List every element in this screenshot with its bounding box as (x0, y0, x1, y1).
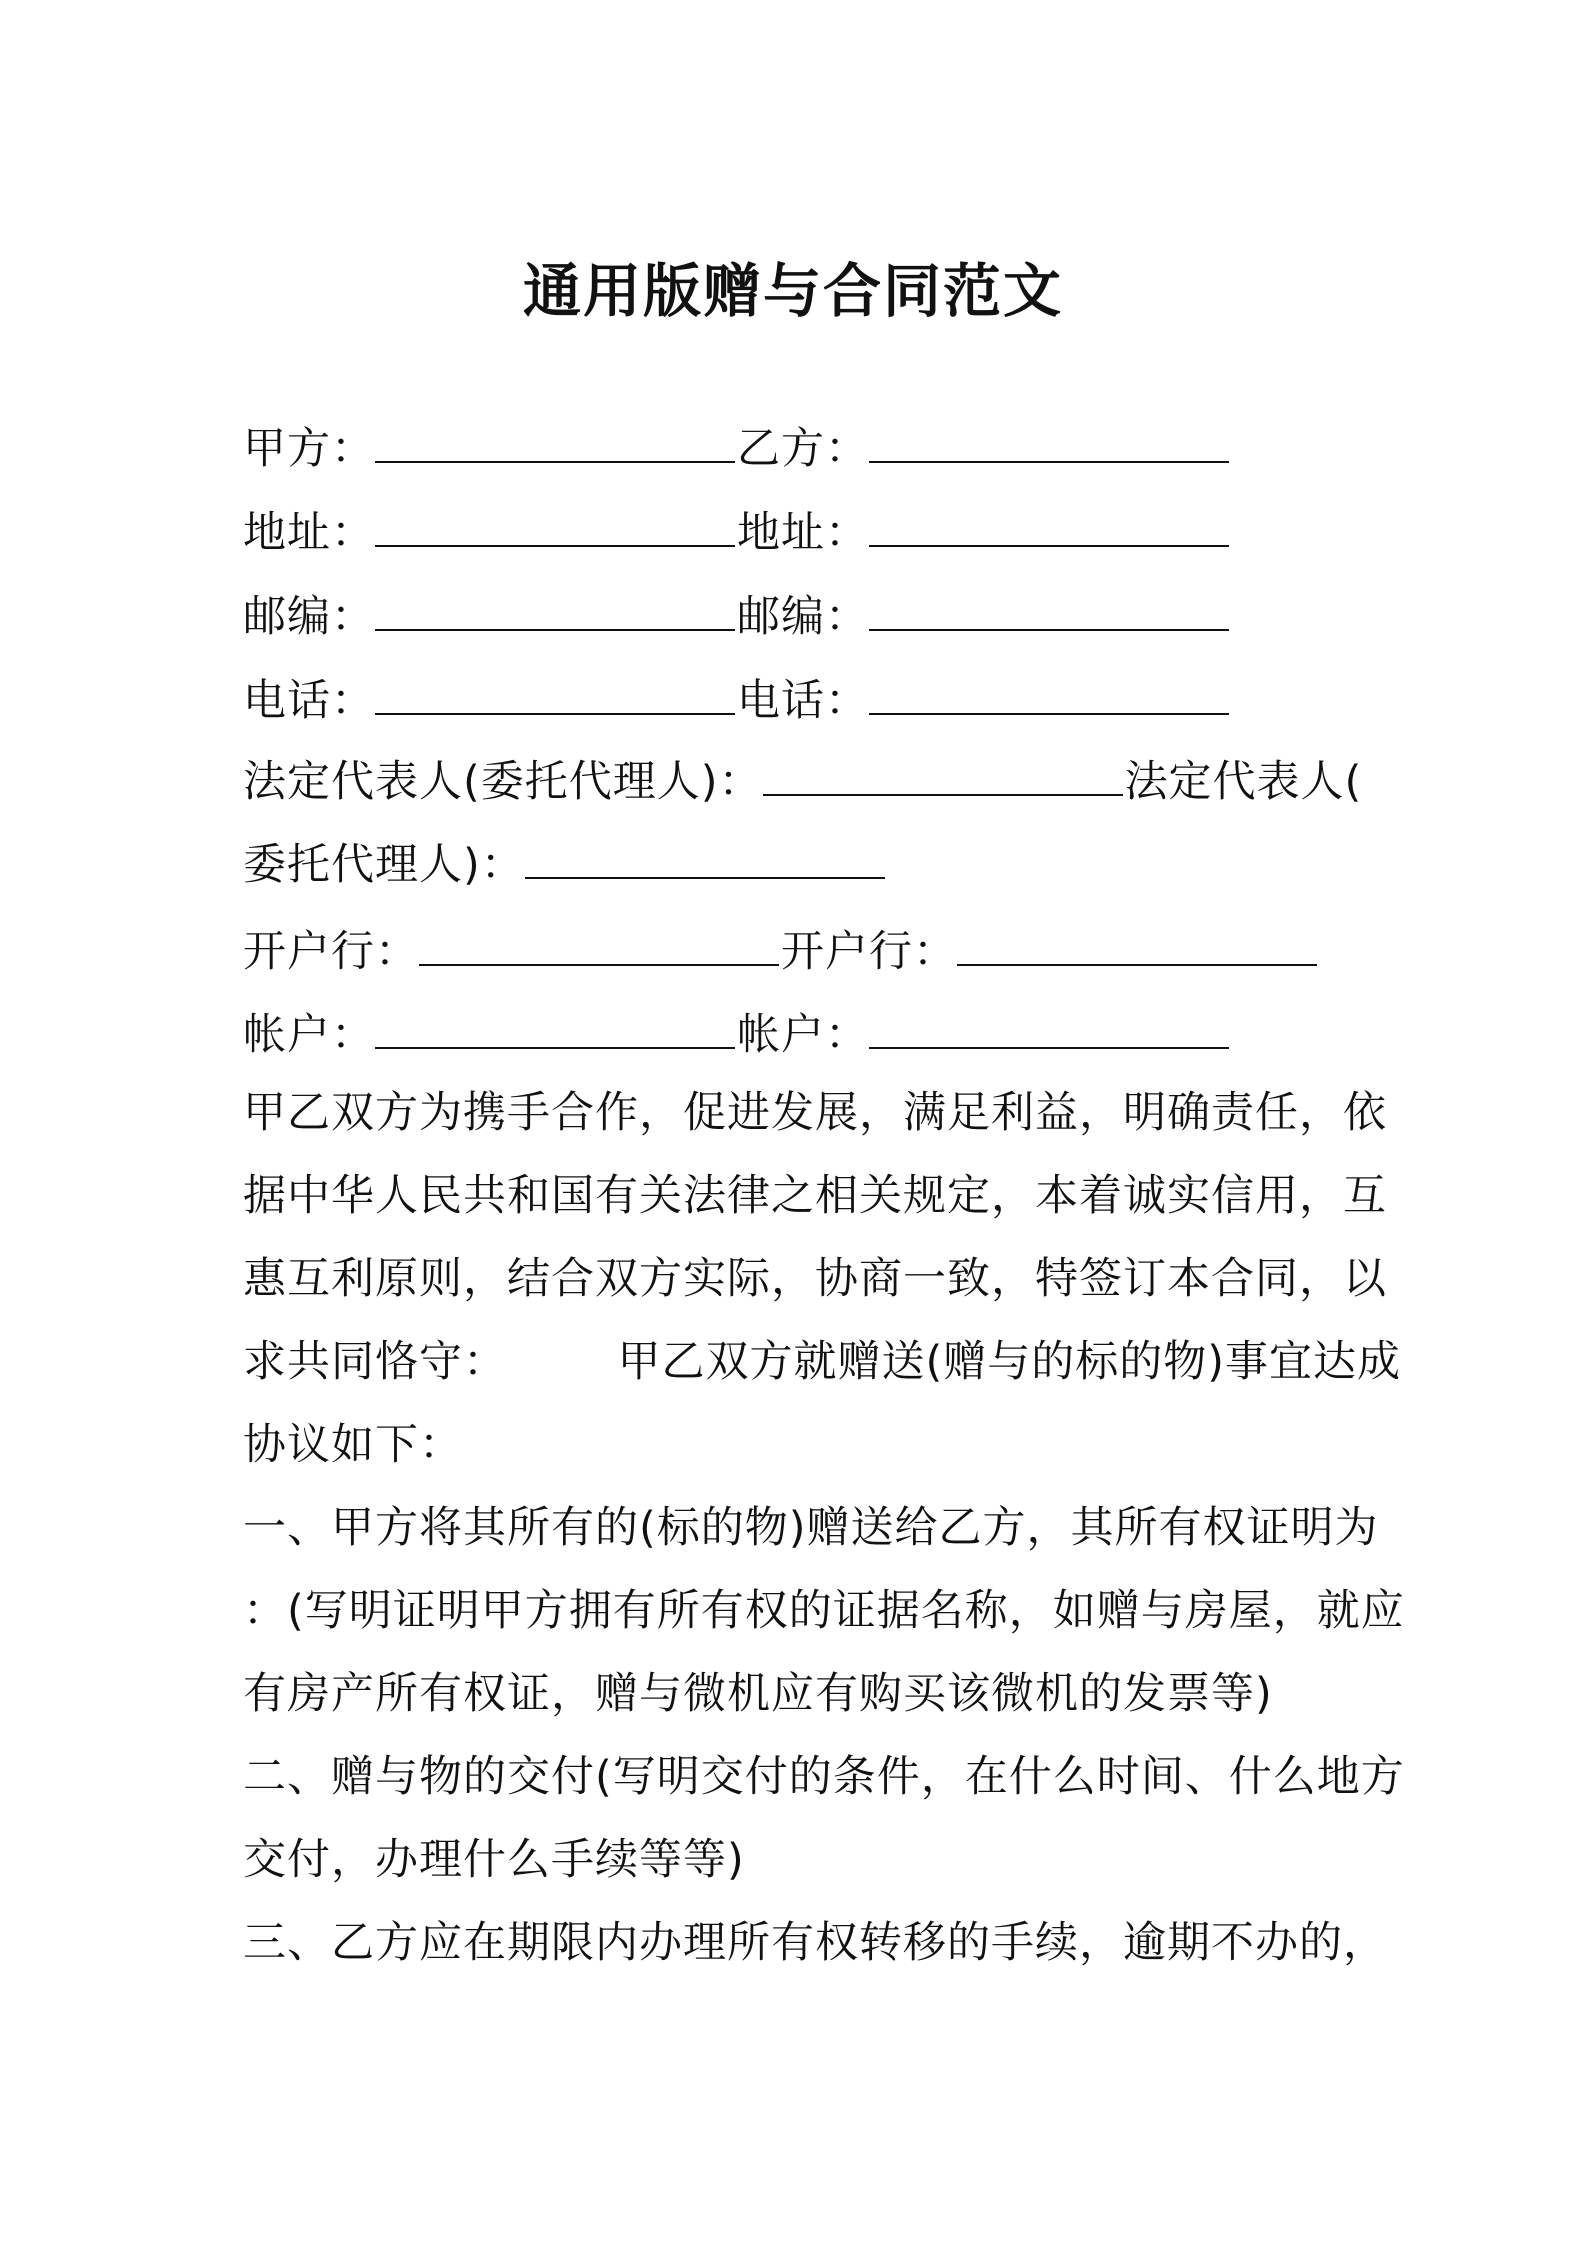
bank-a-label: 开户行： (243, 927, 419, 977)
address-a-blank (375, 505, 735, 547)
rep-a-blank (763, 754, 1123, 796)
preamble-line: 协议如下： (243, 1420, 463, 1470)
rep-b-label-end: 委托代理人)： (243, 840, 525, 890)
party-b-label: 乙方： (737, 424, 869, 474)
preamble-line: 求共同恪守： 甲乙双方就赠送(赠与的标的物)事宜达成 (243, 1337, 1402, 1387)
account-b-label: 帐户： (737, 1010, 869, 1060)
clause-3-line: 三、乙方应在期限内办理所有权转移的手续，逾期不办的， (243, 1918, 1387, 1968)
clause-2-line: 二、赠与物的交付(写明交付的条件，在什么时间、什么地方 (243, 1752, 1405, 1802)
preamble-line: 惠互利原则，结合双方实际，协商一致，特签订本合同，以 (243, 1254, 1387, 1304)
clause-1-line: 有房产所有权证，赠与微机应有购买该微机的发票等) (243, 1669, 1273, 1719)
address-b-label: 地址： (737, 508, 869, 558)
account-row (243, 1005, 1231, 1065)
postcode-a-label: 邮编： (243, 592, 375, 642)
address-a-label: 地址： (243, 508, 375, 558)
account-a-blank (375, 1007, 735, 1049)
bank-b-label: 开户行： (781, 927, 957, 977)
party-a-label: 甲方： (243, 424, 375, 474)
phone-b-label: 电话： (737, 676, 869, 726)
address-b-blank (869, 505, 1229, 547)
preamble-line: 甲乙双方为携手合作，促进发展，满足利益，明确责任，依 (243, 1088, 1387, 1138)
representative-row-cont (243, 835, 887, 895)
account-a-label: 帐户： (243, 1010, 375, 1060)
clause-1-line: 一、甲方将其所有的(标的物)赠送给乙方，其所有权证明为 (243, 1503, 1379, 1553)
phone-a-label: 电话： (243, 676, 375, 726)
account-b-blank (869, 1007, 1229, 1049)
bank-b-blank (957, 924, 1317, 966)
postcode-a-blank (375, 589, 735, 631)
party-row (243, 419, 1231, 479)
rep-b-blank (525, 837, 885, 879)
rep-b-label-start: 法定代表人( (1124, 757, 1363, 807)
bank-row (243, 922, 1319, 982)
rep-a-label: 法定代表人(委托代理人)： (243, 757, 763, 807)
postcode-row (243, 587, 1231, 647)
document-title: 通用版赠与合同范文 (522, 257, 1063, 325)
preamble-line: 据中华人民共和国有关法律之相关规定，本着诚实信用，互 (243, 1171, 1387, 1221)
representative-row (243, 752, 1362, 812)
address-row (243, 503, 1231, 563)
phone-row (243, 671, 1231, 731)
party-a-blank (375, 421, 735, 463)
clause-1-line: ：(写明证明甲方拥有所有权的证据名称，如赠与房屋，就应 (243, 1586, 1405, 1636)
party-b-blank (869, 421, 1229, 463)
postcode-b-label: 邮编： (737, 592, 869, 642)
clause-2-line: 交付，办理什么手续等等) (243, 1835, 745, 1885)
bank-a-blank (419, 924, 779, 966)
postcode-b-blank (869, 589, 1229, 631)
phone-b-blank (869, 673, 1229, 715)
phone-a-blank (375, 673, 735, 715)
